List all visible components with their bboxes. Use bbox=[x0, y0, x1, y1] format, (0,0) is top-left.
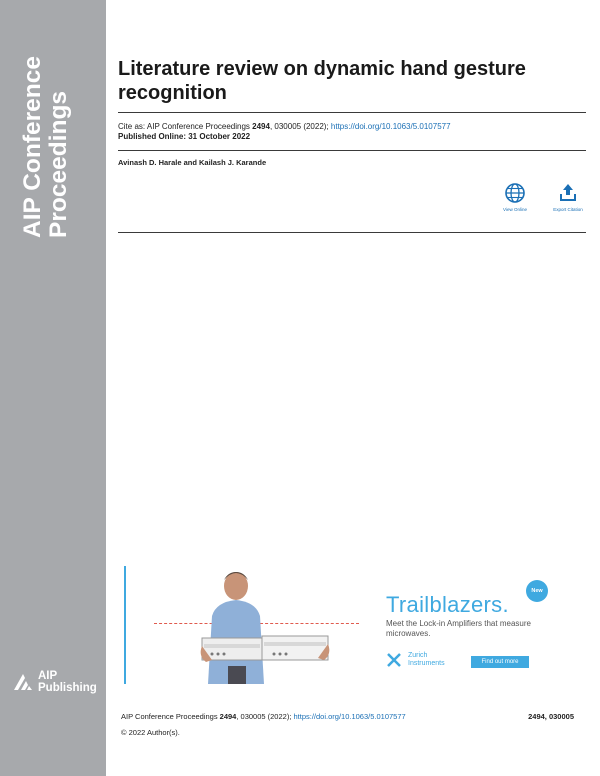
journal-name bbox=[20, 18, 72, 238]
aip-logo-line2: Publishing bbox=[38, 682, 97, 694]
citation-doi-link[interactable]: https://doi.org/10.1063/5.0107577 bbox=[330, 122, 451, 131]
aip-logo-text bbox=[38, 670, 97, 694]
view-online-label: View Online bbox=[503, 207, 527, 212]
citation-rest: , 030005 (2022); bbox=[269, 122, 331, 131]
export-citation-label: Export Citation bbox=[553, 207, 583, 212]
ad-title: Trailblazers. bbox=[386, 592, 509, 617]
article-authors: Avinash D. Harale and Kailash J. Karande bbox=[118, 158, 267, 167]
citation-volume: 2494 bbox=[252, 122, 270, 131]
find-out-more-button[interactable]: Find out more bbox=[471, 656, 529, 668]
journal-sidebar bbox=[0, 0, 106, 776]
footer-citation-volume: 2494 bbox=[219, 712, 237, 721]
title-divider bbox=[118, 112, 586, 113]
ad-brand-text bbox=[408, 652, 445, 668]
header-bottom-divider bbox=[118, 232, 586, 233]
footer-citation-rest: , 030005 (2022); bbox=[236, 712, 294, 721]
aip-logo-mark-icon bbox=[12, 672, 34, 692]
globe-icon bbox=[504, 182, 526, 204]
journal-name-line2: Proceedings bbox=[45, 90, 72, 238]
ad-new-badge: New bbox=[526, 580, 548, 602]
journal-name-line1: AIP Conference bbox=[19, 56, 46, 238]
ad-brand-line2: Instruments bbox=[408, 660, 445, 667]
citation-prefix: Cite as: AIP Conference Proceedings bbox=[118, 122, 253, 131]
citation-line bbox=[118, 121, 586, 132]
zurich-instruments-icon bbox=[386, 652, 402, 668]
export-citation-button[interactable] bbox=[543, 182, 593, 212]
article-title: Literature review on dynamic hand gesture recognition bbox=[118, 58, 526, 104]
aip-logo-line1: AIP bbox=[38, 670, 58, 682]
ad-subtitle: Meet the Lock-in Amplifiers that measure microwaves. bbox=[386, 619, 531, 638]
advertisement-banner[interactable] bbox=[124, 566, 576, 684]
view-online-button[interactable] bbox=[490, 182, 540, 212]
ad-border-line bbox=[124, 566, 126, 684]
export-icon bbox=[557, 182, 579, 204]
published-date: Published Online: 31 October 2022 bbox=[118, 132, 251, 141]
footer-citation-prefix: AIP Conference Proceedings bbox=[121, 712, 220, 721]
citation-divider bbox=[118, 150, 586, 151]
ad-brand-line1: Zurich bbox=[408, 652, 428, 659]
aip-publishing-logo[interactable] bbox=[12, 670, 102, 696]
footer-doi-link[interactable]: https://doi.org/10.1063/5.0107577 bbox=[293, 712, 406, 721]
page-number: 2494, 030005 bbox=[528, 712, 574, 721]
person-with-instruments-image bbox=[184, 566, 334, 684]
footer-citation bbox=[121, 712, 406, 721]
copyright-notice: © 2022 Author(s). bbox=[121, 728, 180, 737]
